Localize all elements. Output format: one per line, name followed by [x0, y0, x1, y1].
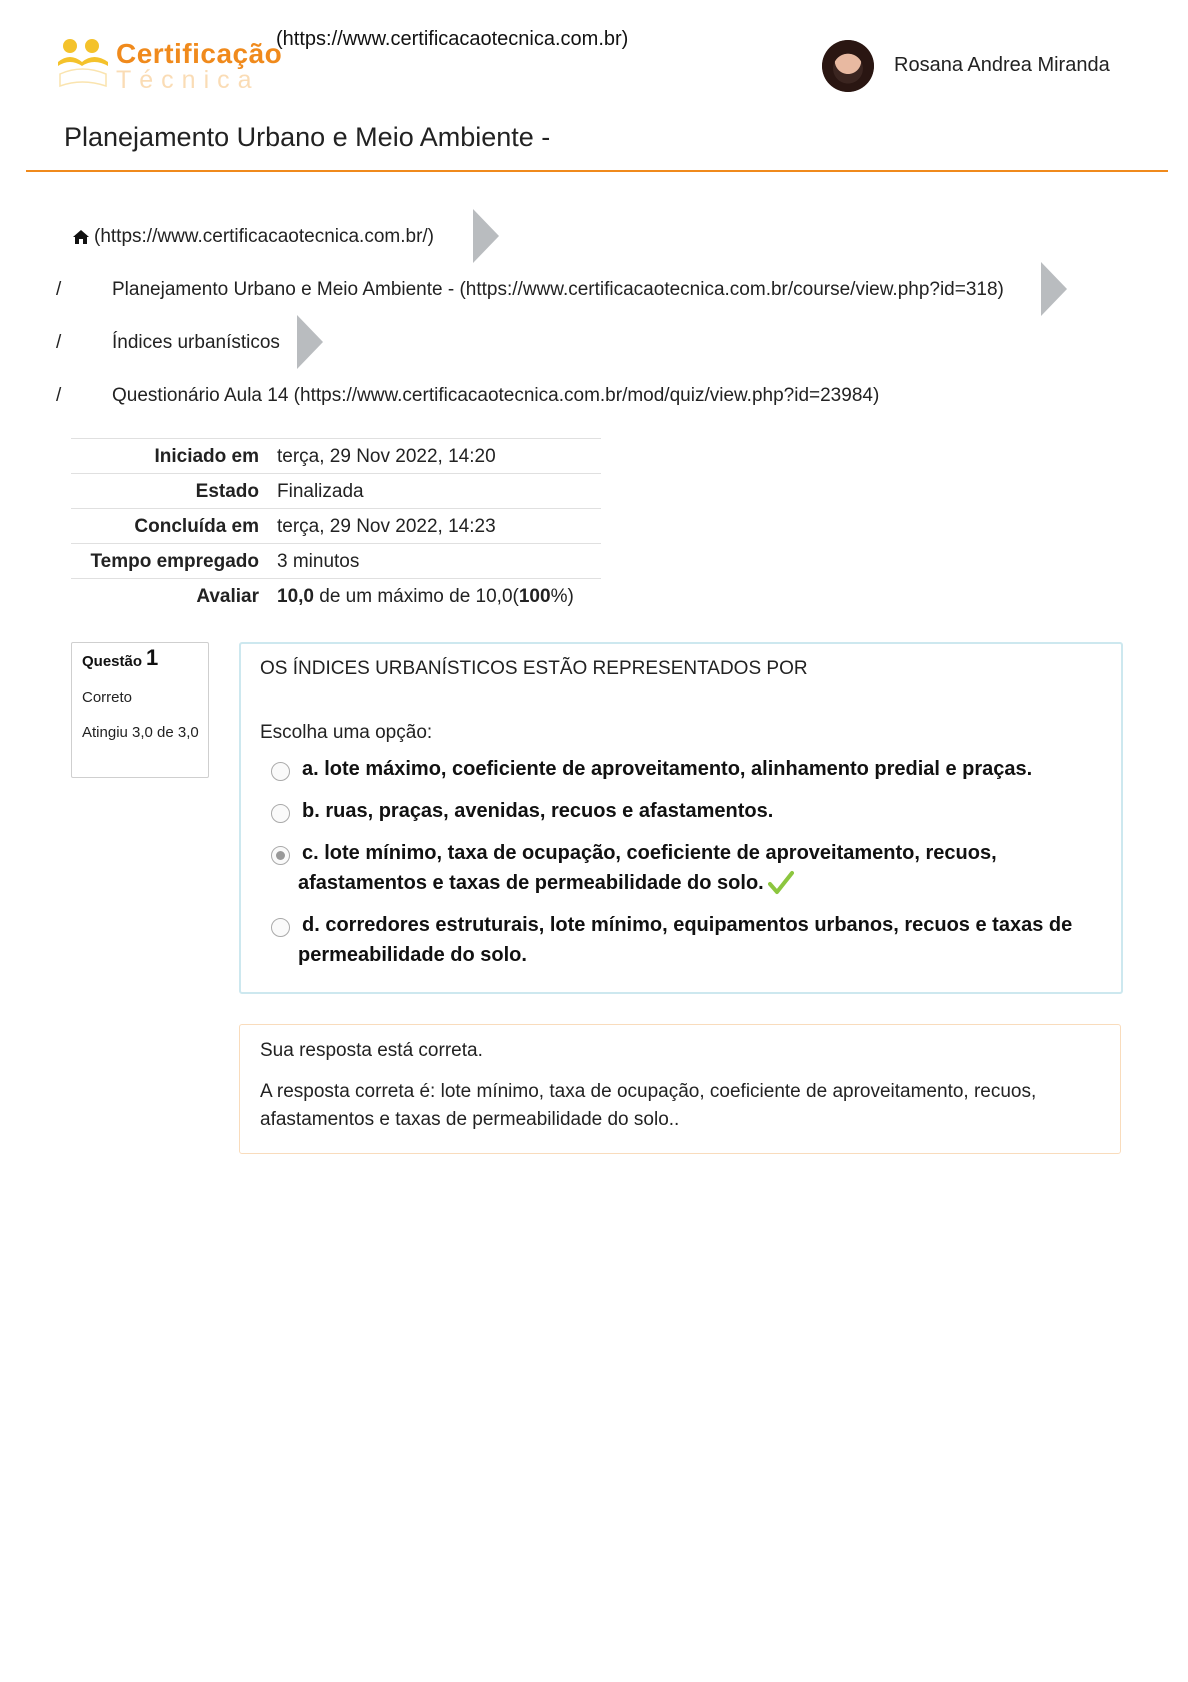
feedback-correct-answer: A resposta correta é: lote mínimo, taxa de ocupação, coeficiente de aproveitamento, recuos, afastamentos e taxas de permeabilidade do solo.. [260, 1081, 1037, 1130]
table-row [71, 578, 601, 613]
question-number: 1 [146, 645, 159, 670]
breadcrumb-arrow-icon [1041, 262, 1067, 316]
question-label: Questão [82, 653, 143, 670]
option-d-label[interactable]: d. corredores estruturais, lote mínimo, equipamentos urbanos, recuos e taxas de [302, 914, 1073, 936]
avatar[interactable] [822, 40, 874, 92]
table-row [71, 438, 601, 473]
table-row [71, 543, 601, 578]
summary-label: Concluída em [134, 516, 259, 537]
question-state: Correto [82, 689, 133, 706]
summary-label: Tempo empregado [90, 551, 259, 572]
breadcrumb-separator: / [56, 279, 62, 300]
breadcrumb-section[interactable]: Índices urbanísticos [112, 332, 280, 353]
grade-percent: 100 [518, 586, 551, 607]
breadcrumb-course-link[interactable]: Planejamento Urbano e Meio Ambiente - (https://www.certificacaotecnica.com.br/course/view.php?id=318) [112, 279, 1004, 300]
logo-subtext: Técnica [116, 66, 260, 94]
breadcrumb-separator: / [56, 385, 62, 406]
option-a-label[interactable]: a. lote máximo, coeficiente de aproveitamento, alinhamento predial e praças. [302, 758, 1033, 780]
option-d-radio[interactable] [271, 918, 290, 937]
table-row [71, 508, 601, 543]
attempt-summary-table [71, 438, 601, 613]
summary-label: Iniciado em [154, 446, 259, 467]
breadcrumb-separator: / [56, 332, 62, 353]
logo-text: Certificação [116, 38, 283, 69]
grade-value [277, 586, 574, 608]
grade-text-end: %) [550, 586, 574, 607]
summary-value: Finalizada [277, 481, 364, 502]
option-b-radio[interactable] [271, 804, 290, 823]
summary-value: terça, 29 Nov 2022, 14:20 [277, 446, 496, 467]
question-text: OS ÍNDICES URBANÍSTICOS ESTÃO REPRESENTADOS POR [260, 658, 808, 679]
option-c-label-cont[interactable]: afastamentos e taxas de permeabilidade do solo. [298, 872, 764, 894]
summary-value: 3 minutos [277, 551, 360, 572]
feedback-status: Sua resposta está correta. [260, 1040, 483, 1061]
breadcrumb-home-link[interactable]: (https://www.certificacaotecnica.com.br/) [94, 226, 434, 247]
choose-option-prompt: Escolha uma opção: [260, 722, 433, 743]
table-row [71, 473, 601, 508]
user-name[interactable]: Rosana Andrea Miranda [894, 54, 1110, 76]
home-icon[interactable] [72, 229, 90, 245]
grade-score: 10,0 [277, 586, 314, 607]
correct-check-icon [768, 870, 794, 896]
breadcrumb-quiz-link[interactable]: Questionário Aula 14 (https://www.certificacaotecnica.com.br/mod/quiz/view.php?id=23984) [112, 385, 880, 406]
breadcrumb-arrow-icon [473, 209, 499, 263]
option-b-label[interactable]: b. ruas, praças, avenidas, recuos e afastamentos. [302, 800, 774, 822]
page-title: Planejamento Urbano e Meio Ambiente - [64, 122, 551, 152]
question-info [71, 642, 209, 778]
option-c-radio[interactable] [271, 846, 290, 865]
option-c-label[interactable]: c. lote mínimo, taxa de ocupação, coeficiente de aproveitamento, recuos, [302, 842, 997, 864]
breadcrumb-arrow-icon [297, 315, 323, 369]
site-url-link[interactable]: (https://www.certificacaotecnica.com.br) [276, 28, 629, 50]
logo-figures-icon [56, 36, 116, 94]
summary-label: Avaliar [196, 586, 259, 607]
summary-value: terça, 29 Nov 2022, 14:23 [277, 516, 496, 537]
option-d-label-cont[interactable]: permeabilidade do solo. [298, 944, 527, 966]
option-a-radio[interactable] [271, 762, 290, 781]
grade-text: de um máximo de 10,0( [313, 586, 519, 607]
question-grade: Atingiu 3,0 de 3,0 [82, 724, 199, 741]
header-divider [26, 170, 1168, 172]
summary-label: Estado [195, 481, 259, 502]
